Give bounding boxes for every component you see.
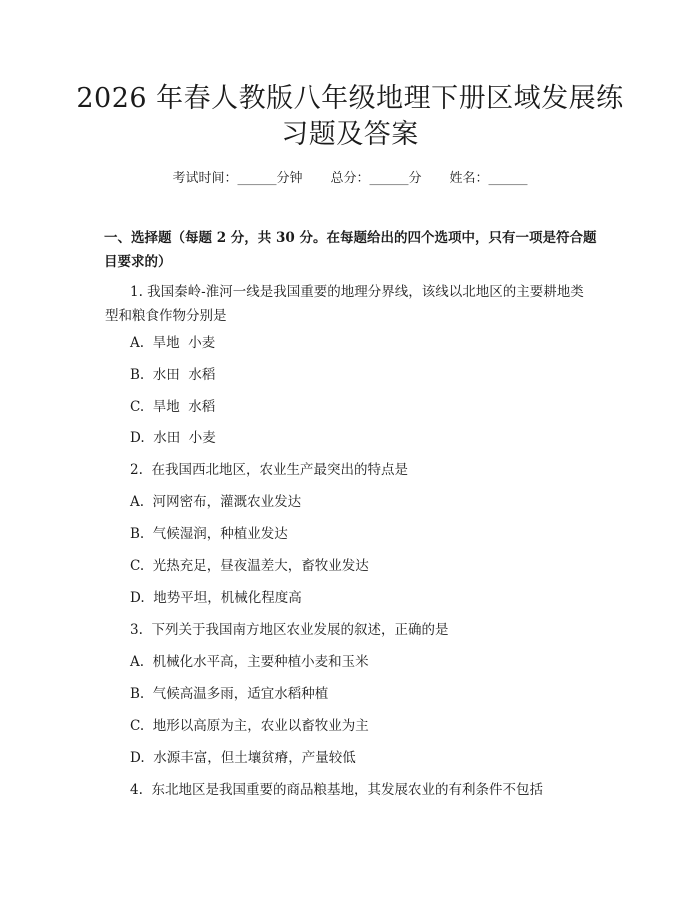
question-3-option-b: B. 气候高温多雨，适宜水稻种植 <box>130 686 329 702</box>
question-3-option-a: A. 机械化水平高，主要种植小麦和玉米 <box>130 654 369 670</box>
exam-info-row <box>0 170 700 188</box>
document-title-line-2: 习题及答案 <box>281 119 419 150</box>
question-1-option-b: B. 水田 水稻 <box>130 367 216 383</box>
document-title-line-1: 2026 年春人教版八年级地理下册区域发展练 <box>76 83 624 114</box>
section-heading-line-2: 目要求的） <box>104 254 172 270</box>
question-1-option-c: C. 旱地 水稻 <box>130 399 216 415</box>
question-4-stem: 4. 东北地区是我国重要的商品粮基地，其发展农业的有利条件不包括 <box>130 782 543 798</box>
question-3-option-d: D. 水源丰富，但土壤贫瘠，产量较低 <box>130 750 356 766</box>
question-1-option-a: A. 旱地 小麦 <box>130 335 216 351</box>
question-3-stem: 3. 下列关于我国南方地区农业发展的叙述，正确的是 <box>130 622 449 638</box>
question-1-stem <box>105 280 610 328</box>
question-2-stem: 2. 在我国西北地区，农业生产最突出的特点是 <box>130 462 408 478</box>
question-1-option-d: D. 水田 小麦 <box>130 430 216 446</box>
question-2-option-b: B. 气候湿润，种植业发达 <box>130 526 288 542</box>
question-3-option-c: C. 地形以高原为主，农业以畜牧业为主 <box>130 718 369 734</box>
question-2-option-d: D. 地势平坦，机械化程度高 <box>130 590 302 606</box>
section-heading-line-1: 一、选择题（每题 2 分，共 30 分。在每题给出的四个选项中，只有一项是符合题 <box>104 230 597 246</box>
total-score-field: 总分：______分 <box>330 171 422 186</box>
question-1-stem-line-2: 型和粮食作物分别是 <box>105 308 227 324</box>
question-2-option-a: A. 河网密布，灌溉农业发达 <box>130 494 302 510</box>
question-1-stem-line-1: 1. 我国秦岭-淮河一线是我国重要的地理分界线，该线以北地区的主要耕地类 <box>130 284 584 300</box>
student-name-field: 姓名：______ <box>449 171 528 186</box>
question-2-option-c: C. 光热充足，昼夜温差大，畜牧业发达 <box>130 558 369 574</box>
exam-time-field: 考试时间：______分钟 <box>172 171 303 186</box>
section-heading <box>104 226 604 274</box>
